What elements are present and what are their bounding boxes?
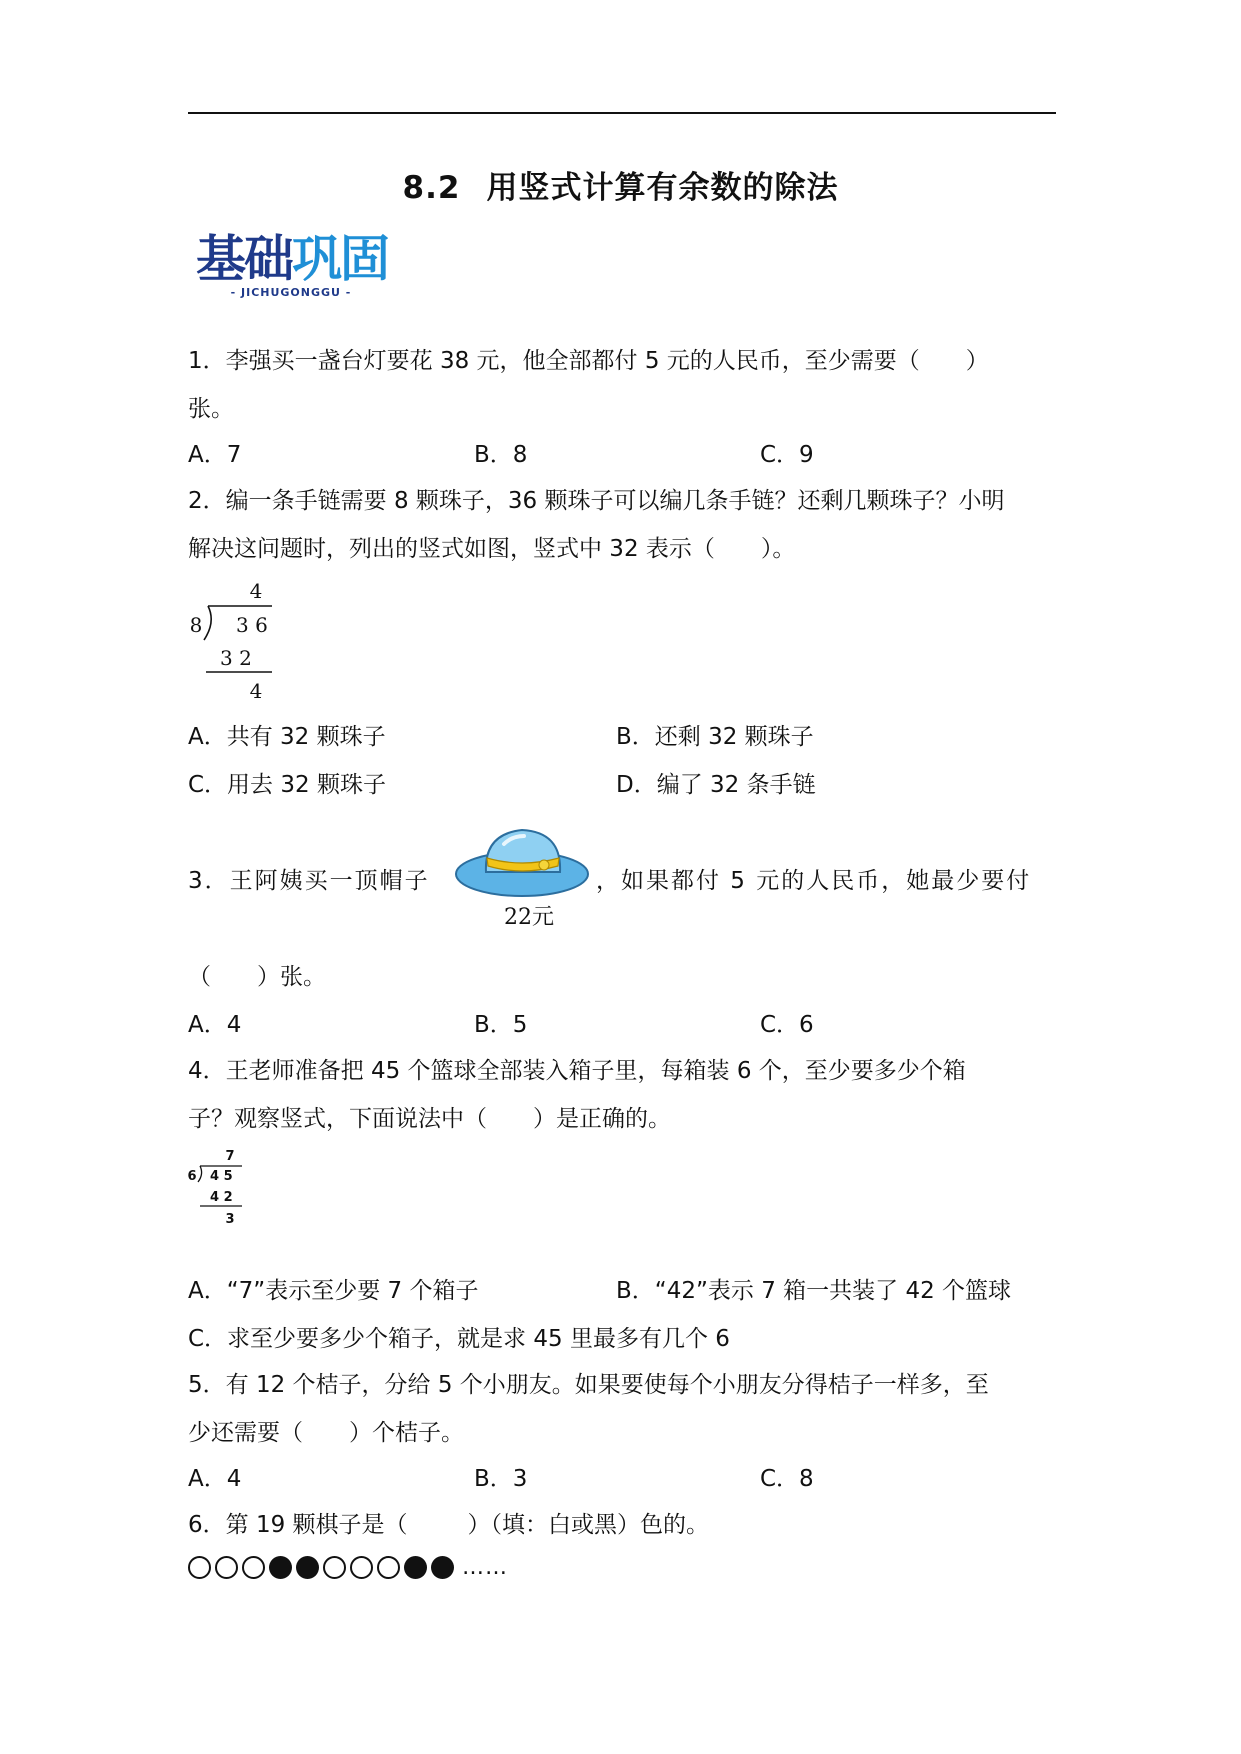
bead-sequence (188, 1552, 508, 1582)
bead-white (377, 1556, 400, 1579)
badge-text-b: 巩固 (292, 230, 388, 288)
q5-option-a[interactable]: A．4 (188, 1466, 242, 1492)
bead-white (350, 1556, 373, 1579)
q2-long-division (186, 576, 286, 708)
q4-quotient: 7 (225, 1149, 235, 1164)
q1-option-c[interactable]: C．9 (760, 442, 814, 468)
bead-white (323, 1556, 346, 1579)
q1-line2: 张。 (188, 396, 234, 422)
bead-black (296, 1556, 319, 1579)
q5-option-c[interactable]: C．8 (760, 1466, 814, 1492)
q2-line2: 解决这问题时，列出的竖式如图，竖式中 32 表示（ ）。 (188, 536, 796, 562)
q3-option-b[interactable]: B．5 (474, 1012, 528, 1038)
q2-remainder: 4 (249, 679, 263, 703)
badge-text-a: 基础 (196, 230, 292, 288)
q3-line1b: ，如果都付 5 元的人民币，她最少要付 (596, 868, 1032, 894)
hat-price: 22元 (504, 905, 554, 930)
q1-option-b[interactable]: B．8 (474, 442, 528, 468)
bead-black (404, 1556, 427, 1579)
q1-option-a[interactable]: A．7 (188, 442, 242, 468)
q5-option-b[interactable]: B．3 (474, 1466, 528, 1492)
q3-option-c[interactable]: C．6 (760, 1012, 814, 1038)
q2-line1: 2．编一条手链需要 8 颗珠子，36 颗珠子可以编几条手链？还剩几颗珠子？小明 (188, 488, 1005, 514)
q4-remainder: 3 (225, 1212, 235, 1227)
q1-line1: 1．李强买一盏台灯要花 38 元，他全部都付 5 元的人民币，至少需要（ ） (188, 348, 989, 374)
q4-line1: 4．王老师准备把 45 个篮球全部装入箱子里，每箱装 6 个，至少要多少个箱 (188, 1058, 966, 1084)
title-number: 8.2 (402, 170, 461, 206)
q5-line1: 5．有 12 个桔子，分给 5 个小朋友。如果要使每个小朋友分得桔子一样多，至 (188, 1372, 989, 1398)
q5-line2: 少还需要（ ）个桔子。 (188, 1420, 464, 1446)
bead-white (188, 1556, 211, 1579)
q2-product: 3 2 (220, 646, 252, 670)
header-rule (188, 112, 1056, 114)
q3-line1a: 3．王阿姨买一顶帽子 (188, 868, 430, 894)
q4-long-division (186, 1146, 250, 1230)
bead-white (215, 1556, 238, 1579)
q4-divisor: 6 (187, 1169, 197, 1184)
q2-divisor: 8 (189, 613, 203, 637)
q2-quotient: 4 (249, 579, 263, 603)
q4-dividend: 4 5 (210, 1169, 233, 1184)
section-badge (196, 230, 416, 310)
badge-subtitle: - JICHUGONGGU - (230, 286, 352, 299)
q3-option-a[interactable]: A．4 (188, 1012, 242, 1038)
title-text: 用竖式计算有余数的除法 (486, 170, 839, 206)
q4-option-a[interactable]: A．“7”表示至少要 7 个箱子 (188, 1278, 479, 1304)
q6-line1: 6．第 19 颗棋子是（ ）（填：白或黑）色的。 (188, 1512, 710, 1538)
ellipsis: …… (462, 1554, 508, 1580)
q4-option-c[interactable]: C．求至少要多少个箱子，就是求 45 里最多有几个 6 (188, 1326, 730, 1352)
q4-product: 4 2 (210, 1190, 233, 1205)
bead-black (431, 1556, 454, 1579)
q2-option-c[interactable]: C．用去 32 颗珠子 (188, 772, 386, 798)
q2-option-a[interactable]: A．共有 32 颗珠子 (188, 724, 386, 750)
q2-dividend: 3 6 (236, 613, 268, 637)
q2-option-b[interactable]: B．还剩 32 颗珠子 (616, 724, 814, 750)
page-title (0, 162, 1241, 207)
bead-black (269, 1556, 292, 1579)
q4-option-b[interactable]: B．“42”表示 7 箱一共装了 42 个篮球 (616, 1278, 1012, 1304)
bead-white (242, 1556, 265, 1579)
q4-line2: 子？观察竖式，下面说法中（ ）是正确的。 (188, 1106, 671, 1132)
q2-option-d[interactable]: D．编了 32 条手链 (616, 772, 816, 798)
q3-line2: （ ）张。 (188, 964, 326, 990)
